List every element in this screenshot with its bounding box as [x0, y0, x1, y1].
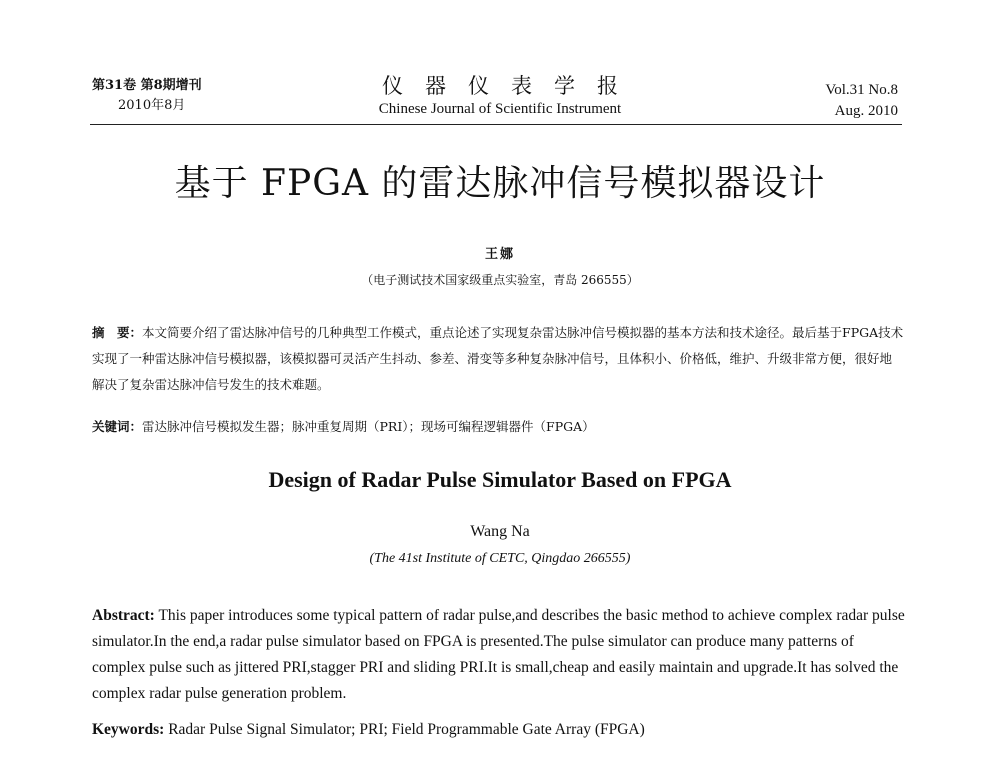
abstract-text-en: This paper introduces some typical pattern of radar pulse,and describes the basic method to achieve complex radar pulse simulator.In the end,a radar pulse simulator based on FPGA is presented.The pulse simulator can produce many patterns of complex pulse such as jittered PRI,stagger PRI and sliding PRI.It is small,cheap and easily maintain and upgrade.It has solved the complex radar pulse generation problem. — [92, 607, 905, 702]
author-en: Wang Na — [470, 523, 530, 540]
header-rule — [90, 124, 902, 125]
journal-name-en: Chinese Journal of Scientific Instrument — [378, 101, 622, 117]
abstract-label-cn: 摘 要： — [92, 325, 143, 340]
affiliation-cn: （电子测试技术国家级重点实验室，青岛 266555） — [361, 273, 639, 287]
date-cn: 2010年8月 — [118, 98, 186, 113]
journal-name-cn: 仪器仪表学报 — [382, 74, 640, 98]
keywords-text-en: Radar Pulse Signal Simulator; PRI; Field Programmable Gate Array (FPGA) — [168, 721, 645, 738]
keywords-label-en: Keywords: — [92, 721, 165, 738]
author-cn: 王娜 — [484, 247, 515, 262]
abstract-label-en: Abstract: — [92, 607, 155, 624]
header-volume-info — [825, 80, 898, 122]
date-en: Aug. 2010 — [834, 103, 898, 119]
keywords-label-cn: 关键词： — [92, 419, 143, 434]
keywords-text-cn: 雷达脉冲信号模拟发生器；脉冲重复周期（PRI）；现场可编程逻辑器件（FPGA） — [142, 419, 595, 434]
abstract-cn — [92, 320, 904, 398]
paper-title-en: Design of Radar Pulse Simulator Based on FPGA — [268, 467, 732, 492]
paper-title-cn: 基于 FPGA 的雷达脉冲信号模拟器设计 — [174, 163, 826, 204]
keywords-en — [92, 718, 908, 742]
keywords-cn — [92, 417, 904, 437]
abstract-en — [92, 603, 908, 707]
affiliation-en: (The 41st Institute of CETC, Qingdao 266555) — [369, 551, 631, 566]
volume-issue-cn: 第31卷 第8期增刊 — [92, 78, 202, 93]
abstract-text-cn: 本文简要介绍了雷达脉冲信号的几种典型工作模式，重点论述了实现复杂雷达脉冲信号模拟器的基本方法和技术途径。最后基于FPGA技术实现了一种雷达脉冲信号模拟器，该模拟器可灵活产生抖动、参差、滑变等多种复杂脉冲信号，且体积小、价格低，维护、升级非常方便，很好地解决了复杂雷达脉冲信号发生的技术难题。 — [92, 325, 904, 392]
volume-issue-en: Vol.31 No.8 — [825, 82, 898, 98]
